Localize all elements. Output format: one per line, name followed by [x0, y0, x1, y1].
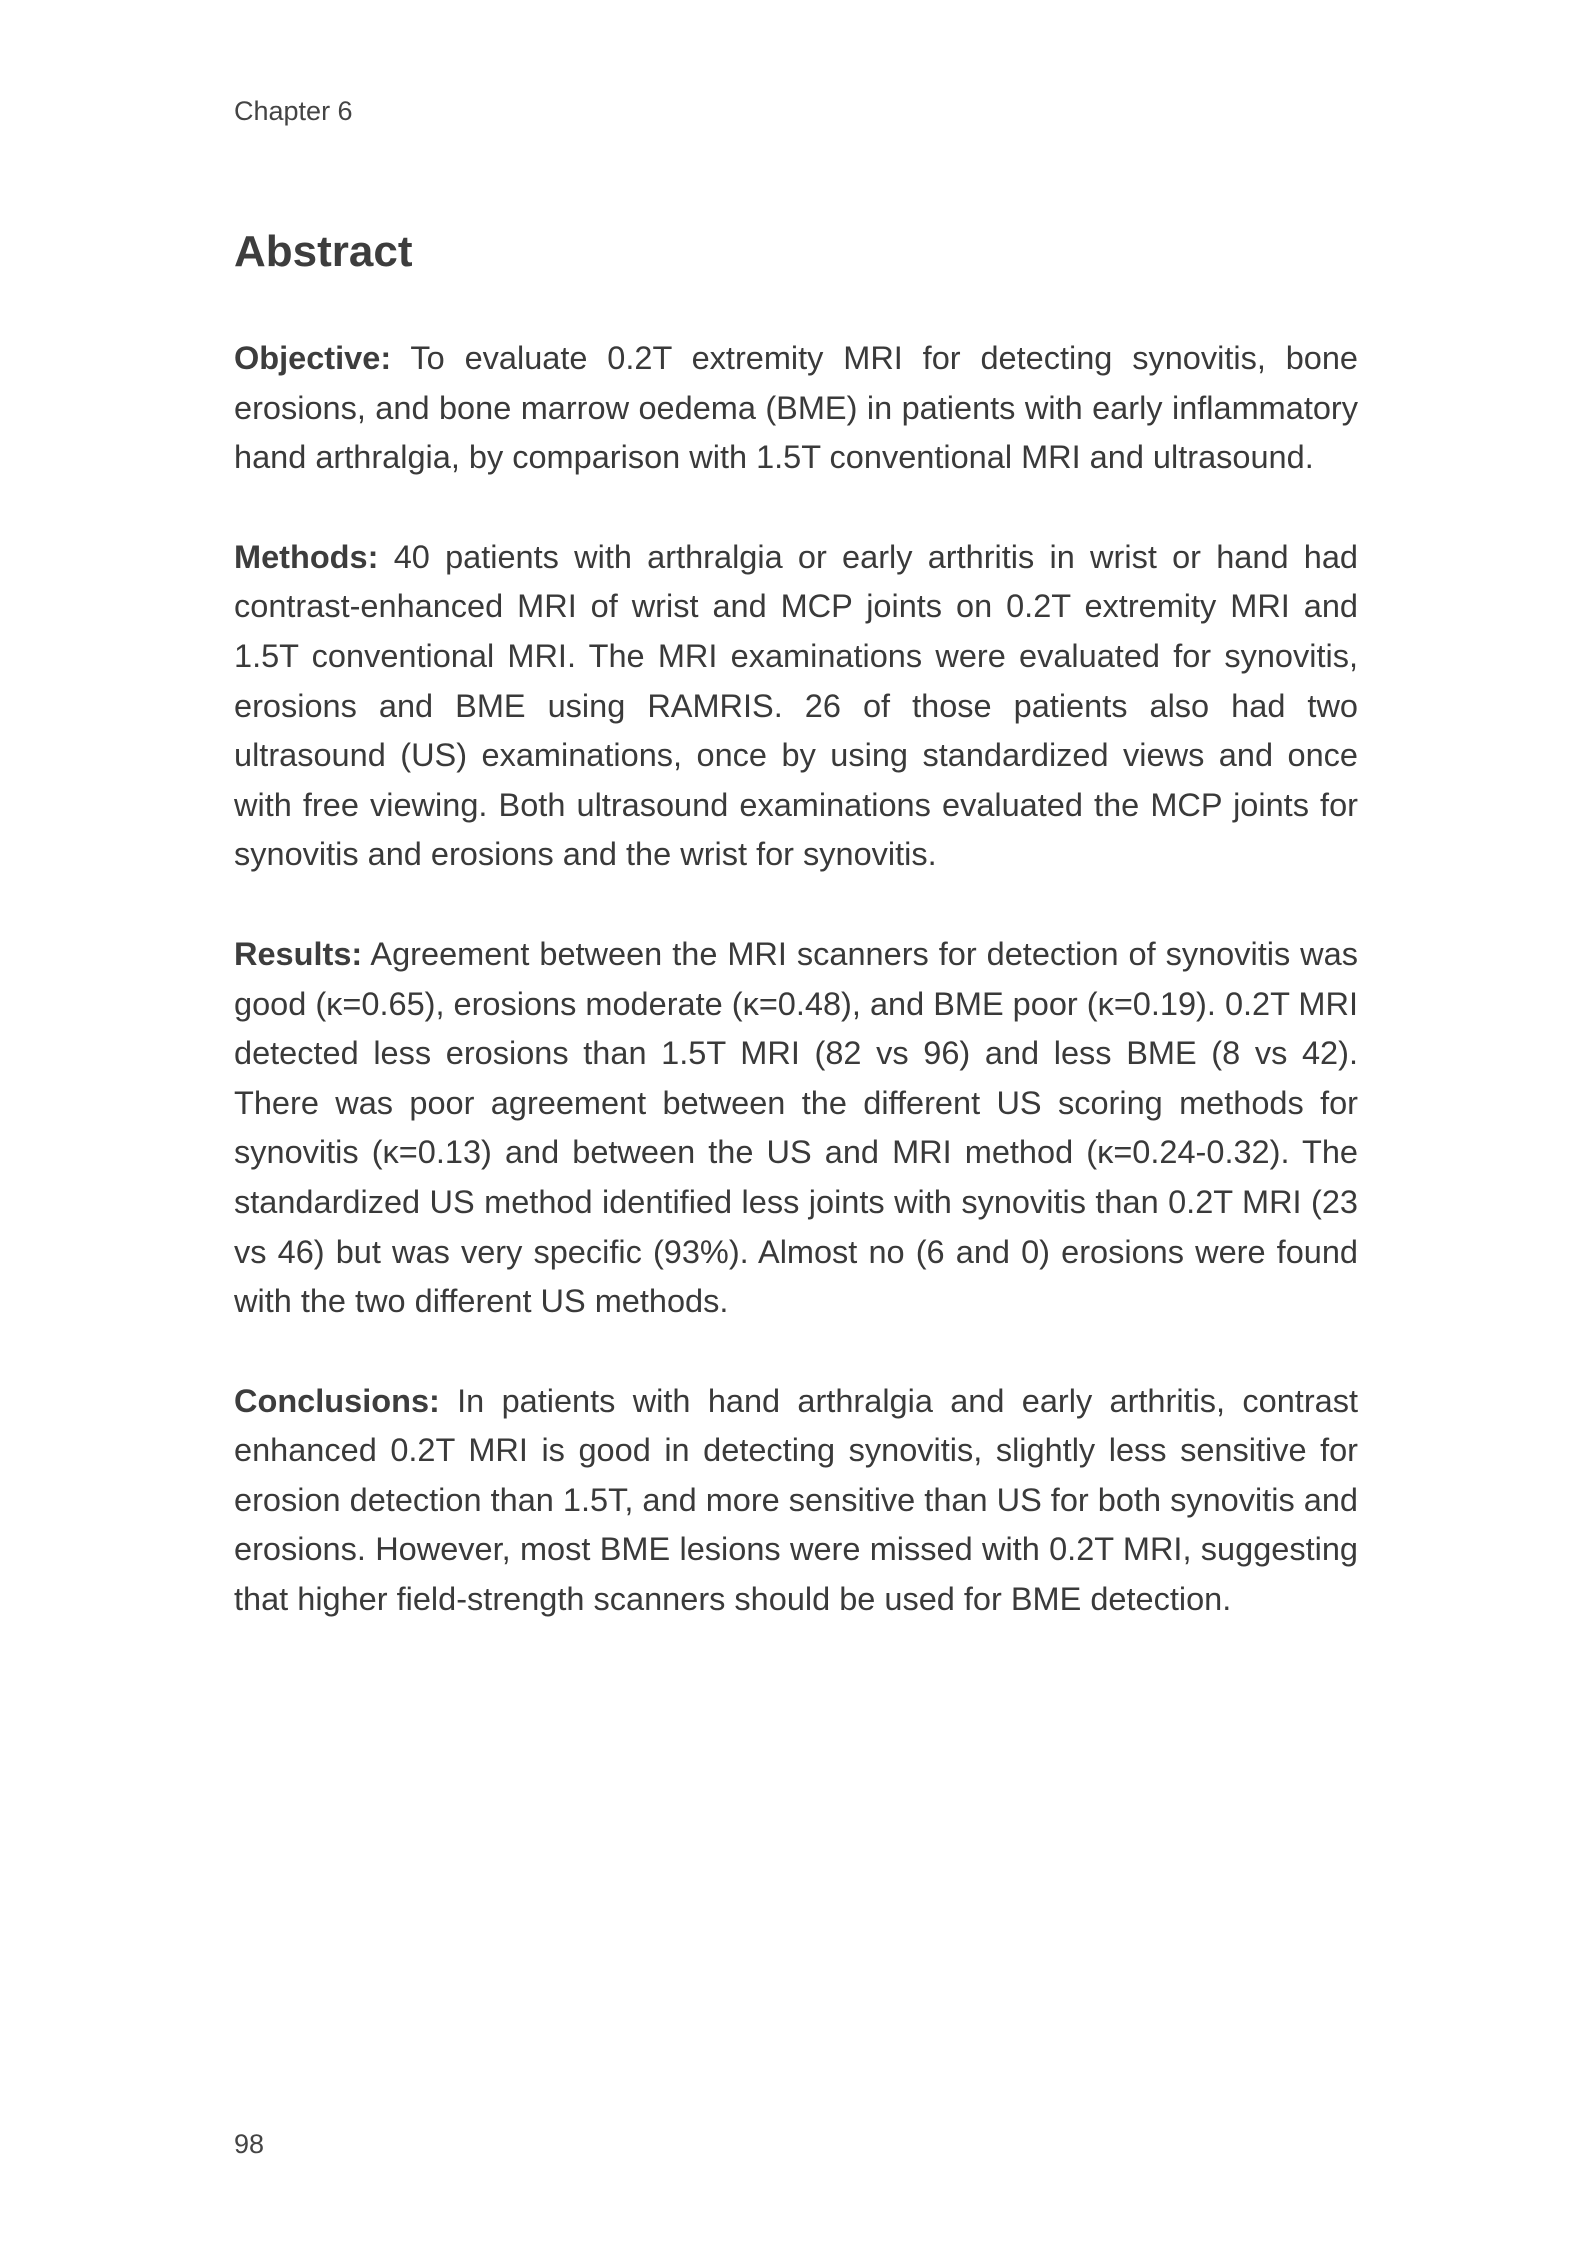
conclusions-label: Conclusions: [234, 1382, 440, 1419]
running-header: Chapter 6 [234, 96, 353, 126]
abstract-body [234, 334, 1358, 1675]
conclusions-paragraph [234, 1377, 1358, 1625]
results-text: Agreement between the MRI scanners for detection of synovitis was good (κ=0.65), erosions moderate (κ=0.48), and BME poor (κ=0.19). 0.2T MRI detected less erosions than 1.5T MRI (82 vs 96) and less BME (8 vs 42). There was poor agreement between the different US scoring methods for synovitis (κ=0.13) and between the US and MRI method (κ=0.24-0.32). The standardized US method identified less joints with synovitis than 0.2T MRI (23 vs 46) but was very specific (93%). Almost no (6 and 0) erosions were found with the two different US methods. [234, 935, 1358, 1320]
methods-paragraph [234, 533, 1358, 880]
methods-label: Methods: [234, 538, 379, 575]
methods-text: 40 patients with arthralgia or early arthritis in wrist or hand had contrast-enhanced MRI of wrist and MCP joints on 0.2T extremity MRI and 1.5T conventional MRI. The MRI examinations were evaluated for synovitis, erosions and BME using RAMRIS. 26 of those patients also had two ultrasound (US) examinations, once by using standardized views and once with free viewing. Both ultrasound examinations evaluated the MCP joints for synovitis and erosions and the wrist for synovitis. [234, 538, 1358, 873]
page-number: 98 [234, 2129, 265, 2159]
results-label: Results: [234, 935, 363, 972]
objective-paragraph [234, 334, 1358, 483]
objective-label: Objective: [234, 340, 392, 376]
conclusions-text: In patients with hand arthralgia and early arthritis, contrast enhanced 0.2T MRI is good in detecting synovitis, slightly less sensitive for erosion detection than 1.5T, and more sensitive than US for both synovitis and erosions. However, most BME lesions were missed with 0.2T MRI, suggesting that higher field-strength scanners should be used for BME detection. [234, 1382, 1358, 1618]
objective-text: To evaluate 0.2T extremity MRI for detecting synovitis, bone erosions, and bone marrow oedema (BME) in patients with early inflammatory hand arthralgia, by comparison with 1.5T conventional MRI and ultrasound. [234, 340, 1358, 476]
abstract-heading: Abstract [234, 227, 413, 276]
results-paragraph [234, 930, 1358, 1327]
